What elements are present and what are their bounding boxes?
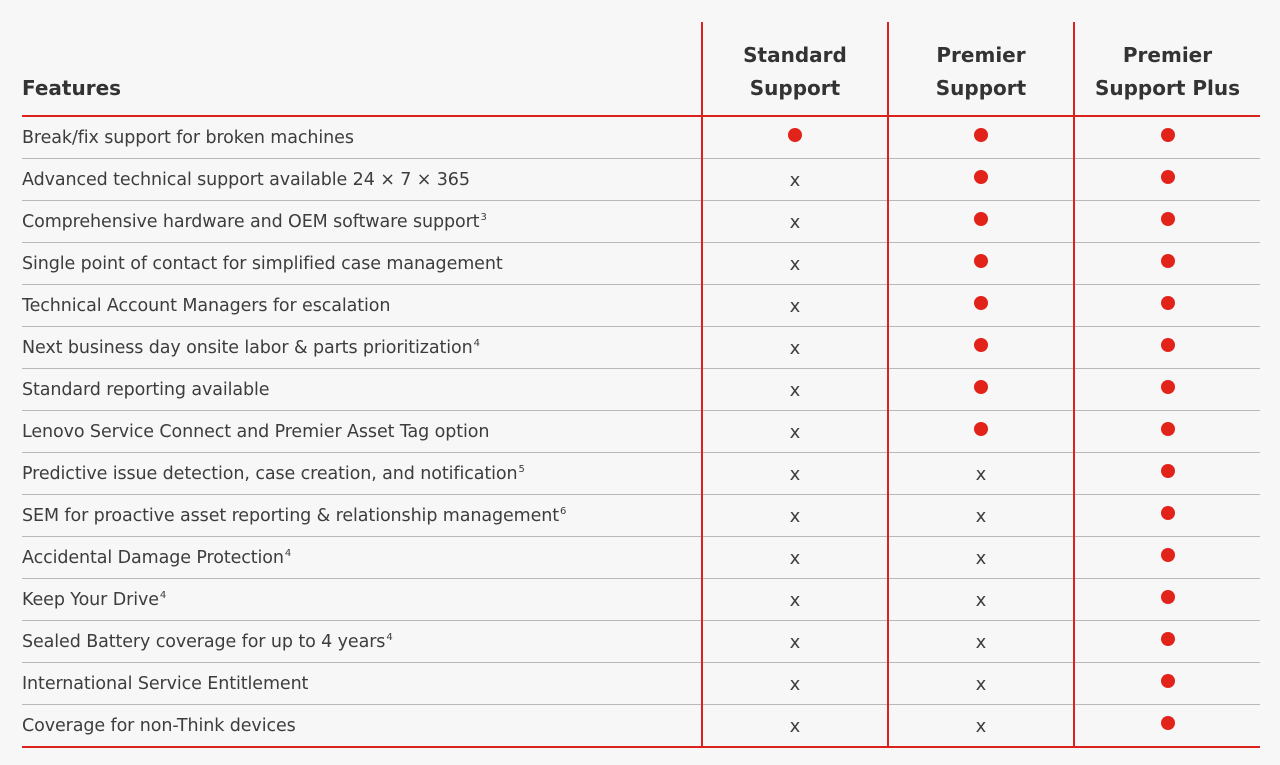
- included-dot-icon: [1161, 590, 1175, 604]
- table-header: [22, 22, 1260, 116]
- feature-cell: [22, 537, 702, 579]
- feature-cell: [22, 411, 702, 453]
- feature-label: Single point of contact for simplified case management: [22, 253, 503, 274]
- premier-support-cell: [888, 411, 1074, 453]
- features-column-header: Features: [22, 22, 702, 116]
- feature-cell: [22, 663, 702, 705]
- table-row: [22, 201, 1260, 243]
- premier-support-cell: [888, 159, 1074, 201]
- footnote-marker: 5: [518, 463, 525, 475]
- included-dot-icon: [974, 338, 988, 352]
- not-included-x-icon: x: [789, 464, 801, 485]
- included-dot-icon: [1161, 254, 1175, 268]
- premier-support-cell: [888, 285, 1074, 327]
- feature-cell: [22, 116, 702, 159]
- not-included-x-icon: x: [789, 254, 801, 275]
- feature-cell: [22, 159, 702, 201]
- feature-label: Break/fix support for broken machines: [22, 127, 354, 148]
- premier-support-cell: [888, 243, 1074, 285]
- premier-support-cell: [888, 579, 1074, 621]
- premier-support-plus-cell: [1074, 369, 1260, 411]
- premier-support-plus-cell: [1074, 411, 1260, 453]
- header-row: [22, 22, 1260, 116]
- feature-cell: [22, 369, 702, 411]
- footnote-marker: 4: [284, 547, 292, 559]
- premier-support-cell: [888, 369, 1074, 411]
- feature-label: Lenovo Service Connect and Premier Asset Tag option: [22, 421, 490, 442]
- not-included-x-icon: x: [789, 506, 801, 527]
- feature-label: Keep Your Drive: [22, 589, 159, 610]
- premier-support-plus-header-line2: Support Plus: [1094, 76, 1241, 100]
- feature-cell: [22, 327, 702, 369]
- included-dot-icon: [1161, 128, 1175, 142]
- premier-support-plus-cell: [1074, 201, 1260, 243]
- footnote-marker: 6: [560, 505, 567, 517]
- feature-label: Technical Account Managers for escalation: [22, 295, 391, 316]
- support-comparison-table-wrap: [22, 22, 1260, 748]
- feature-label: Standard reporting available: [22, 379, 270, 400]
- standard-support-cell: [702, 663, 888, 705]
- included-dot-icon: [788, 128, 802, 142]
- included-dot-icon: [1161, 674, 1175, 688]
- not-included-x-icon: x: [975, 548, 987, 569]
- included-dot-icon: [1161, 338, 1175, 352]
- feature-label: Predictive issue detection, case creation, and notification: [22, 463, 518, 484]
- standard-support-cell: [702, 285, 888, 327]
- feature-cell: [22, 621, 702, 663]
- table-row: [22, 369, 1260, 411]
- standard-support-cell: [702, 537, 888, 579]
- table-row: [22, 705, 1260, 748]
- feature-cell: [22, 579, 702, 621]
- premier-support-cell: [888, 705, 1074, 748]
- footnote-marker: 4: [159, 589, 167, 601]
- feature-cell: [22, 453, 702, 495]
- included-dot-icon: [974, 212, 988, 226]
- feature-label: SEM for proactive asset reporting & relationship management: [22, 505, 560, 526]
- premier-support-plus-cell: [1074, 495, 1260, 537]
- table-row: [22, 579, 1260, 621]
- premier-support-cell: [888, 327, 1074, 369]
- premier-support-plus-cell: [1074, 116, 1260, 159]
- table-row: [22, 243, 1260, 285]
- table-row: [22, 453, 1260, 495]
- premier-support-plus-cell: [1074, 621, 1260, 663]
- feature-cell: [22, 495, 702, 537]
- not-included-x-icon: x: [789, 170, 801, 191]
- feature-label: Next business day onsite labor & parts prioritization: [22, 337, 473, 358]
- table-row: [22, 621, 1260, 663]
- premier-support-plus-cell: [1074, 285, 1260, 327]
- included-dot-icon: [974, 254, 988, 268]
- included-dot-icon: [1161, 380, 1175, 394]
- premier-support-cell: [888, 201, 1074, 243]
- premier-support-plus-cell: [1074, 453, 1260, 495]
- not-included-x-icon: x: [789, 212, 801, 233]
- not-included-x-icon: x: [975, 716, 987, 737]
- standard-support-cell: [702, 579, 888, 621]
- premier-support-plus-column-header: [1074, 22, 1260, 116]
- not-included-x-icon: x: [975, 506, 987, 527]
- premier-support-cell: [888, 537, 1074, 579]
- table-row: [22, 116, 1260, 159]
- premier-support-plus-cell: [1074, 579, 1260, 621]
- not-included-x-icon: x: [975, 674, 987, 695]
- feature-label: Coverage for non-Think devices: [22, 715, 296, 736]
- footnote-marker: 4: [386, 631, 393, 643]
- standard-support-column-header: [702, 22, 888, 116]
- standard-support-cell: [702, 116, 888, 159]
- included-dot-icon: [974, 380, 988, 394]
- not-included-x-icon: x: [789, 548, 801, 569]
- included-dot-icon: [1161, 632, 1175, 646]
- table-row: [22, 327, 1260, 369]
- included-dot-icon: [1161, 296, 1175, 310]
- standard-support-cell: [702, 411, 888, 453]
- standard-support-cell: [702, 705, 888, 748]
- premier-support-plus-cell: [1074, 663, 1260, 705]
- included-dot-icon: [974, 296, 988, 310]
- premier-support-cell: [888, 495, 1074, 537]
- premier-support-plus-cell: [1074, 705, 1260, 748]
- feature-label: Accidental Damage Protection: [22, 547, 284, 568]
- premier-support-header-line1: Premier: [936, 43, 1026, 67]
- not-included-x-icon: x: [975, 464, 987, 485]
- standard-support-cell: [702, 453, 888, 495]
- premier-support-plus-cell: [1074, 537, 1260, 579]
- premier-support-plus-cell: [1074, 327, 1260, 369]
- not-included-x-icon: x: [789, 590, 801, 611]
- table-body: [22, 116, 1260, 747]
- included-dot-icon: [974, 422, 988, 436]
- feature-label: Sealed Battery coverage for up to 4 years: [22, 631, 386, 652]
- premier-support-cell: [888, 116, 1074, 159]
- standard-support-cell: [702, 495, 888, 537]
- included-dot-icon: [974, 128, 988, 142]
- feature-cell: [22, 201, 702, 243]
- feature-cell: [22, 705, 702, 748]
- footnote-marker: 3: [480, 211, 487, 223]
- standard-support-cell: [702, 621, 888, 663]
- feature-cell: [22, 285, 702, 327]
- premier-support-header-line2: Support: [935, 76, 1027, 100]
- standard-support-header-line2: Support: [749, 76, 841, 100]
- not-included-x-icon: x: [975, 632, 987, 653]
- standard-support-cell: [702, 327, 888, 369]
- table-row: [22, 663, 1260, 705]
- not-included-x-icon: x: [789, 338, 801, 359]
- included-dot-icon: [1161, 716, 1175, 730]
- not-included-x-icon: x: [789, 716, 801, 737]
- premier-support-cell: [888, 621, 1074, 663]
- included-dot-icon: [1161, 548, 1175, 562]
- standard-support-cell: [702, 201, 888, 243]
- table-row: [22, 495, 1260, 537]
- table-row: [22, 159, 1260, 201]
- feature-label: International Service Entitlement: [22, 673, 309, 694]
- included-dot-icon: [1161, 422, 1175, 436]
- not-included-x-icon: x: [789, 380, 801, 401]
- premier-support-cell: [888, 663, 1074, 705]
- premier-support-plus-cell: [1074, 243, 1260, 285]
- included-dot-icon: [1161, 212, 1175, 226]
- premier-support-plus-header-line1: Premier: [1122, 43, 1213, 67]
- premier-support-cell: [888, 453, 1074, 495]
- table-row: [22, 411, 1260, 453]
- support-comparison-table: [22, 22, 1260, 748]
- feature-label: Advanced technical support available 24 × 7 × 365: [22, 169, 470, 190]
- feature-cell: [22, 243, 702, 285]
- table-row: [22, 537, 1260, 579]
- not-included-x-icon: x: [789, 422, 801, 443]
- standard-support-cell: [702, 159, 888, 201]
- premier-support-plus-cell: [1074, 159, 1260, 201]
- included-dot-icon: [1161, 506, 1175, 520]
- premier-support-column-header: [888, 22, 1074, 116]
- feature-label: Comprehensive hardware and OEM software support: [22, 211, 480, 232]
- table-row: [22, 285, 1260, 327]
- included-dot-icon: [1161, 170, 1175, 184]
- not-included-x-icon: x: [975, 590, 987, 611]
- not-included-x-icon: x: [789, 632, 801, 653]
- not-included-x-icon: x: [789, 296, 801, 317]
- standard-support-cell: [702, 243, 888, 285]
- included-dot-icon: [974, 170, 988, 184]
- footnote-marker: 4: [473, 337, 480, 349]
- not-included-x-icon: x: [789, 674, 801, 695]
- included-dot-icon: [1161, 464, 1175, 478]
- standard-support-cell: [702, 369, 888, 411]
- standard-support-header-line1: Standard: [743, 43, 847, 67]
